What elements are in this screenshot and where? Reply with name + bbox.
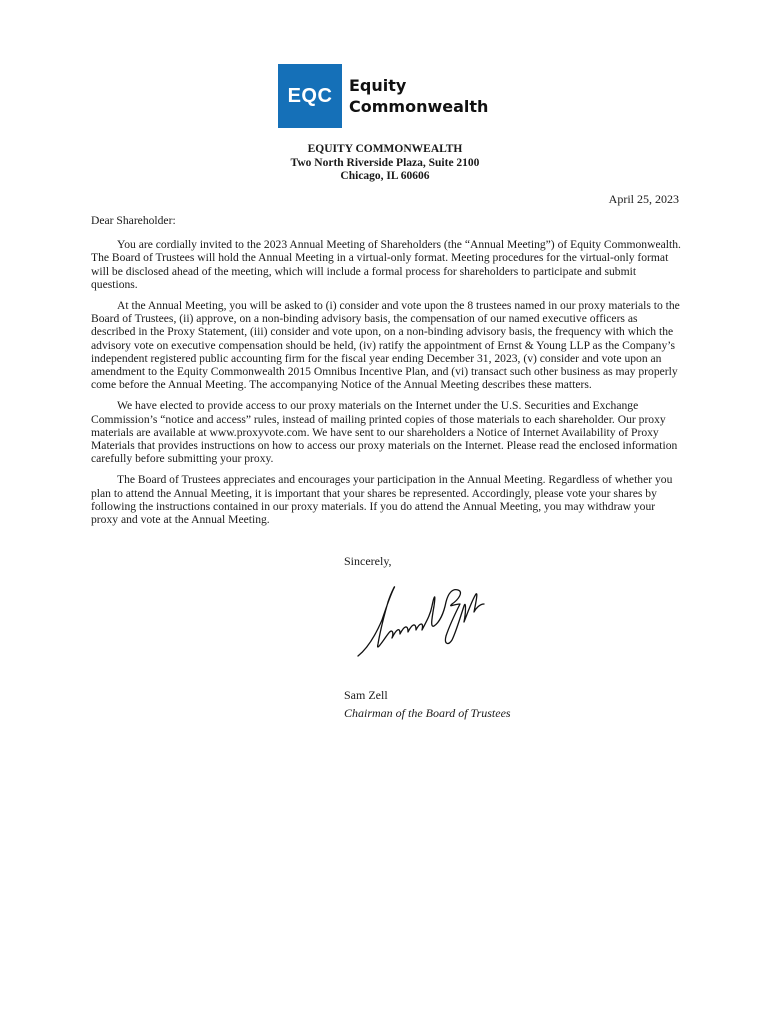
signature-image [354,582,494,662]
company-logo [278,64,488,128]
paragraph-agenda: At the Annual Meeting, you will be asked to (i) consider and vote upon the 8 trustees named in our proxy materials to the Board of Trustees, (ii) approve, on a non-binding advisory basis, the compensation of our named executive officers as described in the Proxy Statement, (iii) consider and vote upon, on a non-binding advisory basis, the frequency with which the advisory vote on executive compensation should be held, (iv) ratify the appointment of Ernst & Young LLP as the Company’s independent registered public accounting firm for the fiscal year ending December 31, 2023, (v) consider and vote upon an amendment to the Equity Commonwealth 2015 Omnibus Incentive Plan, and (vi) transact such other business as may properly come before the Annual Meeting. The accompanying Notice of the Annual Meeting describes these matters. [91,299,680,392]
company-name: EQUITY COMMONWEALTH [307,143,463,155]
letterhead-address [0,143,770,184]
signer-block [344,686,511,722]
city-address: Chicago, IL 60606 [340,170,430,182]
paragraph-proxy-access: We have elected to provide access to our proxy materials on the Internet under the U.S. Securities and Exchange Commission’s “notice and access” rules, instead of mailing printed copies of those materials to each shareholder. Our proxy materials are available at www.proxyvote.com. We have sent to our shareholders a Notice of Internet Availability of Proxy Materials that provides instructions on how to access our proxy materials on the Internet. Please read the enclosed information carefully before submitting your proxy. [91,399,678,466]
street-address: Two North Riverside Plaza, Suite 2100 [290,156,480,169]
closing: Sincerely, [344,554,392,568]
signer-title: Chairman of the Board of Trustees [344,706,511,720]
logo-name-line2: Commonwealth [349,97,489,116]
signer-name: Sam Zell [344,688,388,702]
logo-wordmark [349,75,488,117]
logo-mark: EQC [278,64,342,128]
paragraph-invitation: You are cordially invited to the 2023 Annual Meeting of Shareholders (the “Annual Meeting”) of Equity Commonwealth. The Board of Trustees will hold the Annual Meeting in a virtual-only format. Meeting procedures for the virtual-only format will be disclosed ahead of the meeting, which will include a formal process for shareholders to participate and submit questions. [91,238,681,291]
paragraph-participation: The Board of Trustees appreciates and encourages your participation in the Annual Meeting. Regardless of whether you plan to attend the Annual Meeting, it is important that your shares be represented. Accordingly, please vote your shares by following the instructions contained in our proxy materials. If you do attend the Annual Meeting, you may withdraw your proxy and vote at the Annual Meeting. [91,473,673,527]
letter-date: April 25, 2023 [608,192,679,206]
salutation: Dear Shareholder: [91,214,176,227]
letter-body [91,214,681,534]
logo-name-line1: Equity [349,76,407,95]
